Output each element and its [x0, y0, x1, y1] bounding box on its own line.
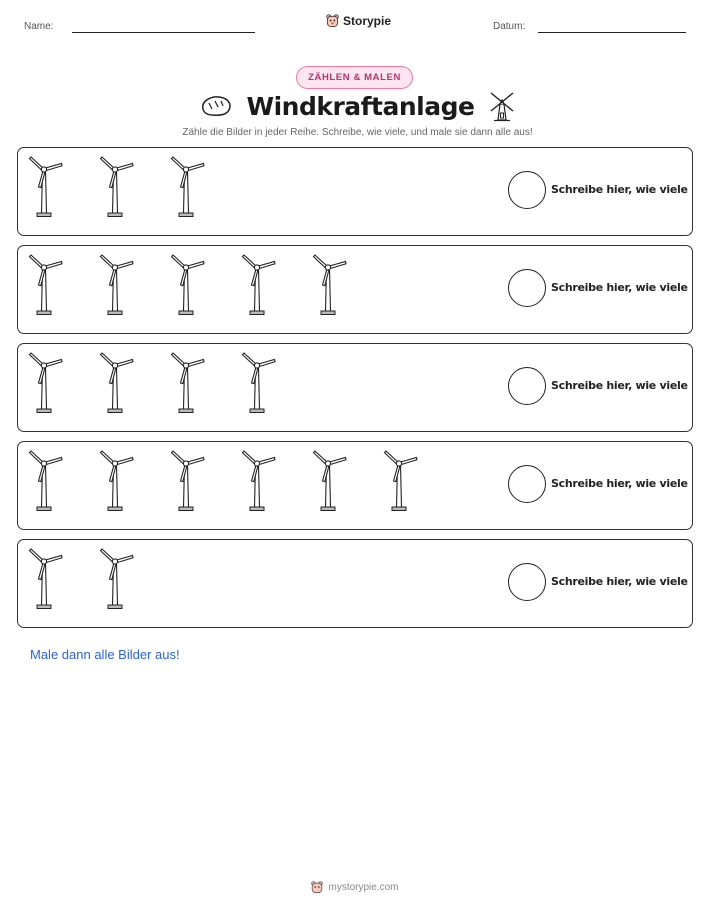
category-badge: ZÄHLEN & MALEN: [296, 66, 413, 89]
brand-name: Storypie: [343, 13, 392, 28]
wind-turbine-icon: [26, 547, 64, 613]
counting-rows: [17, 147, 693, 637]
wind-turbine-icon: [26, 253, 64, 319]
answer-circle[interactable]: [508, 171, 546, 209]
wind-turbine-icon: [168, 253, 206, 319]
answer-label: Schreibe hier, wie viele: [551, 575, 688, 588]
turbine-group: [26, 547, 135, 613]
name-line[interactable]: [72, 32, 255, 33]
answer-label: Schreibe hier, wie viele: [551, 477, 688, 490]
answer-label: Schreibe hier, wie viele: [551, 379, 688, 392]
answer-label: Schreibe hier, wie viele: [551, 281, 688, 294]
wind-turbine-icon: [239, 449, 277, 515]
wind-turbine-icon: [97, 155, 135, 221]
wind-turbine-icon: [97, 449, 135, 515]
date-line[interactable]: [538, 32, 686, 33]
answer-circle[interactable]: [508, 269, 546, 307]
answer-label: Schreibe hier, wie viele: [551, 183, 688, 196]
wind-turbine-icon: [26, 155, 64, 221]
wind-turbine-icon: [168, 449, 206, 515]
turbine-group: [26, 155, 206, 221]
name-label: Name:: [24, 21, 54, 32]
storypie-mascot-icon: [325, 13, 340, 28]
answer-circle[interactable]: [508, 465, 546, 503]
footer-site: mystorypie.com: [328, 881, 399, 893]
wind-turbine-icon: [310, 253, 348, 319]
title-row: [0, 90, 709, 122]
wind-turbine-icon: [310, 449, 348, 515]
counting-row: [17, 343, 693, 432]
instructions: Zähle die Bilder in jeder Reihe. Schreibe, wie viele, und male sie dann alle aus!: [182, 127, 533, 138]
wind-turbine-icon: [168, 155, 206, 221]
counting-row: [17, 147, 693, 236]
wind-turbine-icon: [97, 351, 135, 417]
answer-circle[interactable]: [508, 563, 546, 601]
counting-row: [17, 441, 693, 530]
counting-row: [17, 539, 693, 628]
counting-row: [17, 245, 693, 334]
turbine-group: [26, 253, 348, 319]
turbine-group: [26, 351, 277, 417]
wind-turbine-icon: [168, 351, 206, 417]
footer-note: Male dann alle Bilder aus!: [30, 647, 180, 662]
wind-turbine-icon: [97, 253, 135, 319]
turbine-group: [26, 449, 419, 515]
footer: [0, 880, 709, 894]
date-label: Datum:: [493, 21, 526, 32]
windmill-icon: [488, 90, 516, 122]
wind-turbine-icon: [26, 449, 64, 515]
wind-turbine-icon: [97, 547, 135, 613]
storypie-mascot-icon: [310, 880, 324, 894]
wind-turbine-icon: [239, 351, 277, 417]
answer-circle[interactable]: [508, 367, 546, 405]
bread-icon: [199, 93, 233, 119]
brand-logo: [325, 13, 391, 28]
wind-turbine-icon: [381, 449, 419, 515]
page-title: Windkraftanlage: [246, 91, 475, 121]
wind-turbine-icon: [26, 351, 64, 417]
wind-turbine-icon: [239, 253, 277, 319]
